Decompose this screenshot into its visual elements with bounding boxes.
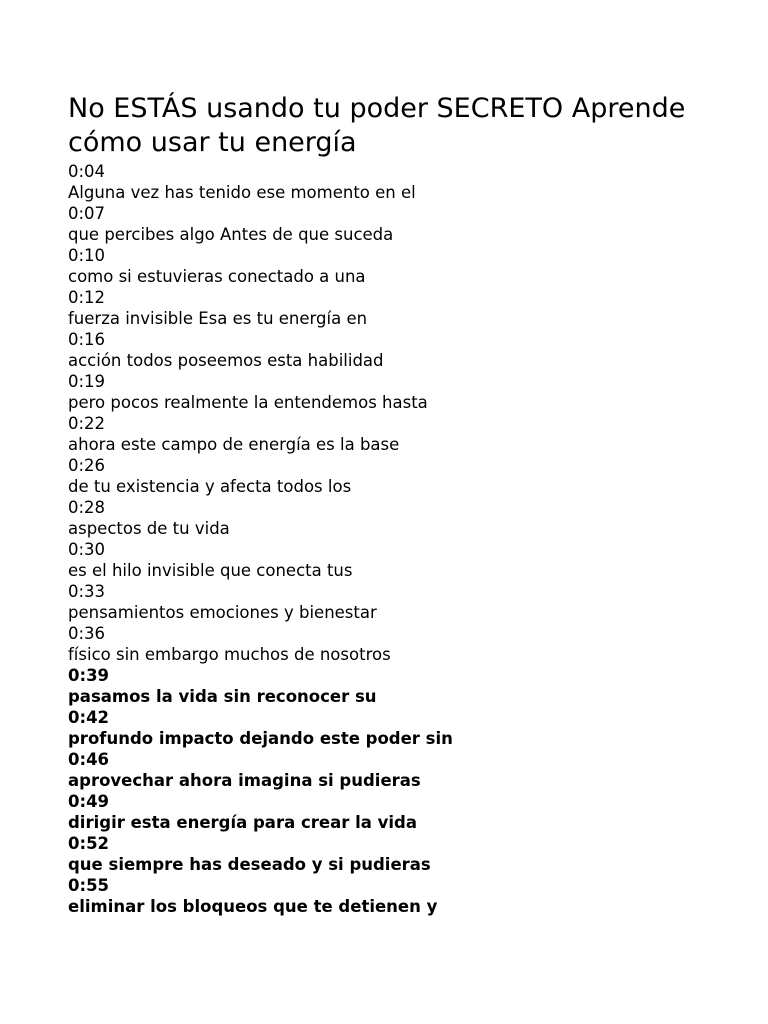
transcript-entry xyxy=(68,497,748,539)
timestamp: 0:33 xyxy=(68,582,106,601)
transcript-line: que percibes algo Antes de que suceda xyxy=(68,225,394,244)
transcript-entry xyxy=(68,707,748,749)
transcript-line: pensamientos emociones y bienestar xyxy=(68,603,377,622)
transcript-line: dirigir esta energía para crear la vida xyxy=(68,813,417,832)
transcript-entry xyxy=(68,203,748,245)
transcript-entry xyxy=(68,329,748,371)
transcript-entry xyxy=(68,413,748,455)
timestamp: 0:39 xyxy=(68,666,110,685)
timestamp: 0:49 xyxy=(68,792,110,811)
timestamp: 0:26 xyxy=(68,456,106,475)
timestamp: 0:55 xyxy=(68,876,110,895)
transcript-entry xyxy=(68,833,748,875)
transcript-entry xyxy=(68,665,748,707)
transcript-line: físico sin embargo muchos de nosotros xyxy=(68,645,391,664)
transcript-line: acción todos poseemos esta habilidad xyxy=(68,351,384,370)
timestamp: 0:42 xyxy=(68,708,110,727)
transcript-line: pasamos la vida sin reconocer su xyxy=(68,687,377,706)
timestamp: 0:22 xyxy=(68,414,106,433)
transcript-line: es el hilo invisible que conecta tus xyxy=(68,561,353,580)
transcript-line: como si estuvieras conectado a una xyxy=(68,267,366,286)
transcript-line: de tu existencia y afecta todos los xyxy=(68,477,352,496)
timestamp: 0:16 xyxy=(68,330,106,349)
timestamp: 0:04 xyxy=(68,162,106,181)
transcript-line: pero pocos realmente la entendemos hasta xyxy=(68,393,428,412)
document-title: No ESTÁS usando tu poder SECRETO Aprende cómo usar tu energía xyxy=(68,93,686,158)
transcript-entry xyxy=(68,875,748,917)
transcript-line: fuerza invisible Esa es tu energía en xyxy=(68,309,368,328)
transcript-list xyxy=(68,161,748,917)
transcript-entry xyxy=(68,455,748,497)
timestamp: 0:10 xyxy=(68,246,106,265)
transcript-entry xyxy=(68,539,748,581)
transcript-entry xyxy=(68,749,748,791)
transcript-line: ahora este campo de energía es la base xyxy=(68,435,400,454)
timestamp: 0:52 xyxy=(68,834,110,853)
transcript-entry xyxy=(68,287,748,329)
transcript-entry xyxy=(68,161,748,203)
transcript-line: que siempre has deseado y si pudieras xyxy=(68,855,431,874)
transcript-line: eliminar los bloqueos que te detienen y xyxy=(68,897,438,916)
transcript-line: aspectos de tu vida xyxy=(68,519,230,538)
timestamp: 0:30 xyxy=(68,540,106,559)
transcript-entry xyxy=(68,581,748,623)
timestamp: 0:07 xyxy=(68,204,106,223)
transcript-entry xyxy=(68,371,748,413)
transcript-entry xyxy=(68,245,748,287)
timestamp: 0:19 xyxy=(68,372,106,391)
timestamp: 0:28 xyxy=(68,498,106,517)
timestamp: 0:36 xyxy=(68,624,106,643)
transcript-line: Alguna vez has tenido ese momento en el xyxy=(68,183,416,202)
timestamp: 0:46 xyxy=(68,750,110,769)
transcript-entry xyxy=(68,623,748,665)
timestamp: 0:12 xyxy=(68,288,106,307)
transcript-line: aprovechar ahora imagina si pudieras xyxy=(68,771,421,790)
transcript-line: profundo impacto dejando este poder sin xyxy=(68,729,453,748)
transcript-entry xyxy=(68,791,748,833)
document-page xyxy=(68,92,748,917)
